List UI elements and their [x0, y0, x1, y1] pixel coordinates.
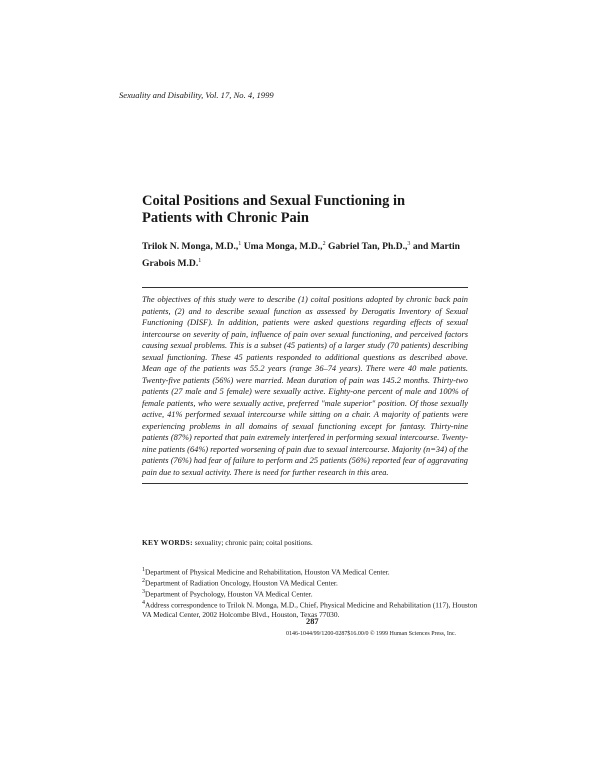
keywords-label: KEY WORDS: [142, 538, 193, 547]
footnote [142, 566, 482, 577]
footnote [142, 588, 482, 599]
copyright-line: 0146-1044/99/1200-0287$16.00/0 © 1999 Human Sciences Press, Inc. [286, 631, 457, 637]
affiliation-mark: 3 [407, 241, 411, 247]
affiliation-mark: 2 [322, 241, 326, 247]
footnote-text: Department of Psychology, Houston VA Medical Center. [145, 589, 313, 599]
affiliation-mark: 1 [238, 241, 242, 247]
author-name: Uma Monga, M.D., [243, 241, 323, 253]
author-name: Martin Grabois M.D. [142, 241, 460, 270]
title-line-2: Patients with Chronic Pain [142, 210, 309, 226]
keywords-text: sexuality; chronic pain; coital positions. [194, 538, 313, 547]
footnote [142, 577, 482, 588]
journal-citation: Sexuality and Disability, Vol. 17, No. 4, 1999 [119, 90, 274, 100]
footnote-text: Department of Radiation Oncology, Houston VA Medical Center. [145, 578, 338, 588]
title-line-1: Coital Positions and Sexual Functioning in [142, 193, 406, 209]
abstract-box [142, 287, 468, 484]
footnote-mark: 2 [142, 577, 145, 584]
footnotes [142, 566, 482, 619]
page-number: 287 [306, 617, 319, 626]
author-name: Trilok N. Monga, M.D., [142, 241, 239, 253]
author-list [142, 237, 482, 271]
footnote-text: Department of Physical Medicine and Rehabilitation, Houston VA Medical Center. [145, 567, 390, 577]
author-separator: and [410, 241, 431, 253]
footnote-mark: 3 [142, 588, 145, 595]
keywords [142, 538, 313, 547]
affiliation-mark: 1 [198, 258, 202, 265]
footnote-mark: 1 [142, 567, 145, 573]
abstract-text: The objectives of this study were to describe (1) coital positions adopted by chronic back pain patients, (2) and to describe sexual function as assessed by Derogatis Inventory of Sexual Functioning (DISF). In addition, patients were asked questions regarding effects of sexual intercourse on severity of pain, influence of pain over sexual functioning, and perceived factors causing sexual problems. This is a subset (45 patients) of a larger study (70 patients) describing sexual functioning. These 45 patients responded to additional questions as described above. Mean age of the patients was 55.2 years (range 36–74 years). There were 40 male patients. Twenty-five patients (56%) were married. Mean duration of pain was 145.2 months. Thirty-two patients (27 male and 5 female) were sexually active. Eighty-one percent of male and 100% of female patients, who were sexually active, preferred "male superior" position. Of those sexually active, 41% performed sexual intercourse while sitting on a chair. A majority of patients were experiencing problems in all domains of sexual functioning except for fantasy. Thirty-nine patients (87%) reported that pain extremely interfered in performing sexual intercourse. Twenty-nine patients (64%) reported worsening of pain due to sexual intercourse. Majority (n=34) of the patients (76%) had fear of failure to perform and 25 patients (56%) reported fear of aggravating pain due to sexual activity. There is need for further research in this area. [142, 295, 468, 477]
footnote [142, 599, 482, 619]
article-title [142, 193, 405, 227]
author-name: Gabriel Tan, Ph.D., [327, 241, 408, 253]
footnote-text: Address correspondence to Trilok N. Monga, M.D., Chief, Physical Medicine and Rehabilitation (117), Houston VA Medical Center, 2002 Holcombe Blvd., Houston, Texas 77030. [142, 600, 478, 619]
footnote-mark: 4 [142, 599, 145, 606]
